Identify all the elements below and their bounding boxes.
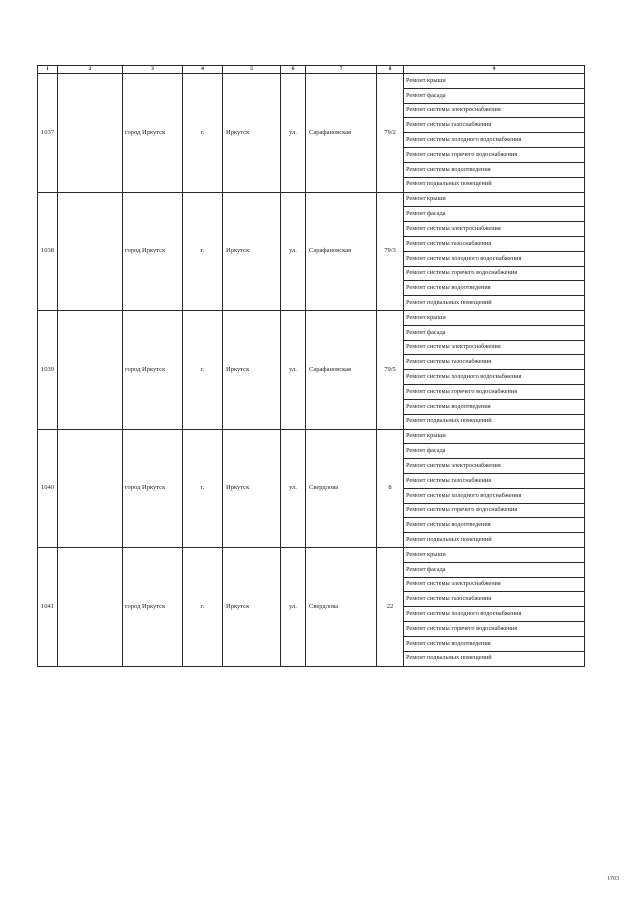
work-item-text: Ремонт системы холодного водоснабжения <box>406 373 522 380</box>
street-cell <box>306 74 377 193</box>
municipality-cell <box>123 193 183 312</box>
work-item-text: Ремонт системы холодного водоснабжения <box>406 491 522 499</box>
street-cell <box>306 193 377 312</box>
work-item-text: Ремонт системы газоснабжения <box>406 595 492 603</box>
column-2-cell <box>58 74 123 193</box>
work-item-text: Ремонт крыши <box>406 432 446 440</box>
house-number-cell-text: 79/5 <box>384 365 396 373</box>
header-cell-4 <box>183 65 223 74</box>
work-item <box>404 518 585 533</box>
street-type-cell <box>281 193 306 312</box>
header-cell-5-text: 5 <box>250 65 253 72</box>
house-number-cell <box>377 548 404 667</box>
work-item <box>404 652 585 667</box>
house-number-cell-text: 79/2 <box>384 128 396 136</box>
municipality-cell-text: город Иркутск <box>125 602 166 610</box>
work-item-text: Ремонт крыши <box>406 550 446 558</box>
work-item <box>404 118 585 133</box>
street-type-cell-text: ул. <box>289 365 297 373</box>
work-item <box>404 370 585 385</box>
work-item <box>404 430 585 445</box>
work-item <box>404 178 585 193</box>
work-item-text: Ремонт системы электроснабжения <box>406 580 501 588</box>
record-number-cell-text: 1038 <box>41 247 54 254</box>
municipality-cell <box>123 430 183 549</box>
work-item <box>404 326 585 341</box>
header-cell-1 <box>37 65 58 74</box>
street-cell-text: Сарафановская <box>309 128 352 136</box>
record-number-cell <box>37 193 58 312</box>
work-item <box>404 193 585 208</box>
street-cell <box>306 430 377 549</box>
work-item <box>404 592 585 607</box>
header-cell-2 <box>58 65 123 74</box>
work-item <box>404 267 585 282</box>
column-2-cell <box>58 311 123 430</box>
municipality-cell <box>123 311 183 430</box>
work-item <box>404 415 585 430</box>
record-number-cell-text: 1037 <box>41 128 54 136</box>
house-number-cell <box>377 311 404 430</box>
header-cell-7-text: 7 <box>339 65 343 72</box>
page-number: 1703 <box>607 876 619 882</box>
street-type-cell-text: ул. <box>289 128 297 136</box>
house-number-cell-text: 22 <box>386 602 394 610</box>
settlement-cell <box>223 548 281 667</box>
settlement-cell-text: Иркутск <box>226 484 250 491</box>
house-number-cell <box>377 193 404 312</box>
work-item-text: Ремонт фасада <box>406 447 446 455</box>
record-number-cell-text: 1041 <box>41 602 54 610</box>
work-item-text: Ремонт фасада <box>406 91 446 99</box>
work-item-text: Ремонт системы водоотведения <box>406 402 491 410</box>
municipality-cell <box>123 74 183 193</box>
header-cell-1-text: 1 <box>46 65 49 72</box>
street-cell <box>306 548 377 667</box>
settlement-type-cell-text: г. <box>200 128 205 136</box>
street-type-cell <box>281 548 306 667</box>
record-number-cell <box>37 430 58 549</box>
column-2-cell <box>58 548 123 667</box>
house-number-cell-text: 79/3 <box>384 247 396 254</box>
work-item <box>404 237 585 252</box>
header-cell-3 <box>123 65 183 74</box>
settlement-type-cell-text: г. <box>200 247 205 254</box>
settlement-cell-text: Иркутск <box>226 602 250 610</box>
work-item-text: Ремонт крыши <box>406 76 446 84</box>
street-cell-text: Свердлова <box>309 602 339 610</box>
work-item <box>404 533 585 548</box>
street-cell-text: Свердлова <box>309 484 339 491</box>
municipality-cell-text: город Иркутск <box>125 484 166 491</box>
house-number-cell-text: 8 <box>388 484 392 491</box>
work-item-text: Ремонт системы горячего водоснабжения <box>406 624 518 632</box>
settlement-type-cell-text: г. <box>200 484 205 491</box>
work-item-text: Ремонт подвальных помещений <box>406 180 492 188</box>
work-item-text: Ремонт системы холодного водоснабжения <box>406 610 522 617</box>
work-item <box>404 459 585 474</box>
work-item <box>404 133 585 148</box>
work-item-text: Ремонт системы электроснабжения <box>406 106 501 114</box>
work-item-text: Ремонт системы горячего водоснабжения <box>406 269 518 277</box>
work-item <box>404 296 585 311</box>
header-cell-4-text: 4 <box>201 65 204 72</box>
work-item <box>404 341 585 356</box>
header-cell-8 <box>377 65 404 74</box>
work-item-text: Ремонт системы электроснабжения <box>406 461 501 469</box>
house-number-cell <box>377 74 404 193</box>
column-2-cell <box>58 430 123 549</box>
work-item-text: Ремонт фасада <box>406 565 446 573</box>
work-item <box>404 222 585 237</box>
work-item <box>404 311 585 326</box>
record-number-cell-text: 1039 <box>41 365 54 373</box>
work-item-text: Ремонт подвальных помещений <box>406 654 492 662</box>
work-item-text: Ремонт системы горячего водоснабжения <box>406 506 518 514</box>
work-item <box>404 444 585 459</box>
street-type-cell <box>281 74 306 193</box>
work-item <box>404 252 585 267</box>
work-item-text: Ремонт системы водоотведения <box>406 284 491 292</box>
settlement-cell-text: Иркутск <box>226 128 250 136</box>
header-cell-9-text: 9 <box>492 65 496 72</box>
work-item-text: Ремонт подвальных помещений <box>406 535 492 543</box>
header-cell-6 <box>281 65 306 74</box>
header-cell-2-text: 2 <box>88 65 92 72</box>
street-type-cell-text: ул. <box>289 484 297 491</box>
settlement-type-cell-text: г. <box>200 602 205 610</box>
street-type-cell <box>281 430 306 549</box>
work-item <box>404 104 585 119</box>
municipality-cell-text: город Иркутск <box>125 247 166 254</box>
work-item <box>404 385 585 400</box>
street-cell-text: Сарафановская <box>309 247 352 254</box>
work-item <box>404 355 585 370</box>
work-item <box>404 163 585 178</box>
record-number-cell-text: 1040 <box>41 484 54 491</box>
settlement-type-cell <box>183 430 223 549</box>
street-cell <box>306 311 377 430</box>
work-item-text: Ремонт системы горячего водоснабжения <box>406 387 518 395</box>
work-item-text: Ремонт фасада <box>406 328 446 336</box>
work-item-text: Ремонт системы газоснабжения <box>406 476 492 484</box>
record-number-cell <box>37 74 58 193</box>
work-item <box>404 400 585 415</box>
work-item-text: Ремонт подвальных помещений <box>406 417 492 425</box>
work-item-text: Ремонт системы холодного водоснабжения <box>406 254 522 262</box>
work-item-text: Ремонт системы холодного водоснабжения <box>406 136 522 143</box>
work-item-text: Ремонт системы горячего водоснабжения <box>406 150 518 158</box>
municipality-cell <box>123 548 183 667</box>
work-item <box>404 504 585 519</box>
settlement-type-cell <box>183 311 223 430</box>
work-item-text: Ремонт системы газоснабжения <box>406 239 492 247</box>
settlement-type-cell <box>183 74 223 193</box>
work-item <box>404 607 585 622</box>
work-item-text: Ремонт системы водоотведения <box>406 639 491 647</box>
header-cell-7 <box>306 65 377 74</box>
work-item <box>404 563 585 578</box>
work-item <box>404 148 585 163</box>
header-cell-5 <box>223 65 281 74</box>
work-item <box>404 89 585 104</box>
work-item-text: Ремонт системы водоотведения <box>406 521 491 529</box>
settlement-cell <box>223 193 281 312</box>
settlement-type-cell-text: г. <box>200 365 205 373</box>
settlement-cell-text: Иркутск <box>226 247 250 254</box>
settlement-type-cell <box>183 193 223 312</box>
settlement-cell-text: Иркутск <box>226 365 250 373</box>
work-item-text: Ремонт фасада <box>406 210 446 218</box>
column-2-cell <box>58 193 123 312</box>
work-item <box>404 474 585 489</box>
work-item-text: Ремонт системы электроснабжения <box>406 343 501 351</box>
work-item <box>404 207 585 222</box>
municipality-cell-text: город Иркутск <box>125 365 166 373</box>
house-number-cell <box>377 430 404 549</box>
settlement-cell <box>223 74 281 193</box>
work-item-text: Ремонт системы газоснабжения <box>406 121 492 129</box>
work-item <box>404 489 585 504</box>
header-cell-6-text: 6 <box>291 65 295 72</box>
street-type-cell <box>281 311 306 430</box>
header-cell-3-text: 3 <box>151 65 154 72</box>
work-item <box>404 548 585 563</box>
work-item <box>404 578 585 593</box>
work-item-text: Ремонт системы водоотведения <box>406 165 491 173</box>
settlement-cell <box>223 430 281 549</box>
work-item <box>404 74 585 89</box>
work-item <box>404 281 585 296</box>
record-number-cell <box>37 311 58 430</box>
municipality-cell-text: город Иркутск <box>125 128 166 136</box>
street-type-cell-text: ул. <box>289 602 297 610</box>
record-number-cell <box>37 548 58 667</box>
settlement-type-cell <box>183 548 223 667</box>
work-item-text: Ремонт системы газоснабжения <box>406 358 492 366</box>
header-cell-9 <box>404 65 585 74</box>
header-cell-8-text: 8 <box>388 65 392 72</box>
work-item-text: Ремонт крыши <box>406 313 446 321</box>
street-type-cell-text: ул. <box>289 247 297 254</box>
work-item-text: Ремонт подвальных помещений <box>406 298 492 306</box>
work-item-text: Ремонт системы электроснабжения <box>406 224 501 232</box>
work-item-text: Ремонт крыши <box>406 195 446 203</box>
settlement-cell <box>223 311 281 430</box>
work-item <box>404 637 585 652</box>
street-cell-text: Сарафановская <box>309 365 352 373</box>
work-item <box>404 622 585 637</box>
